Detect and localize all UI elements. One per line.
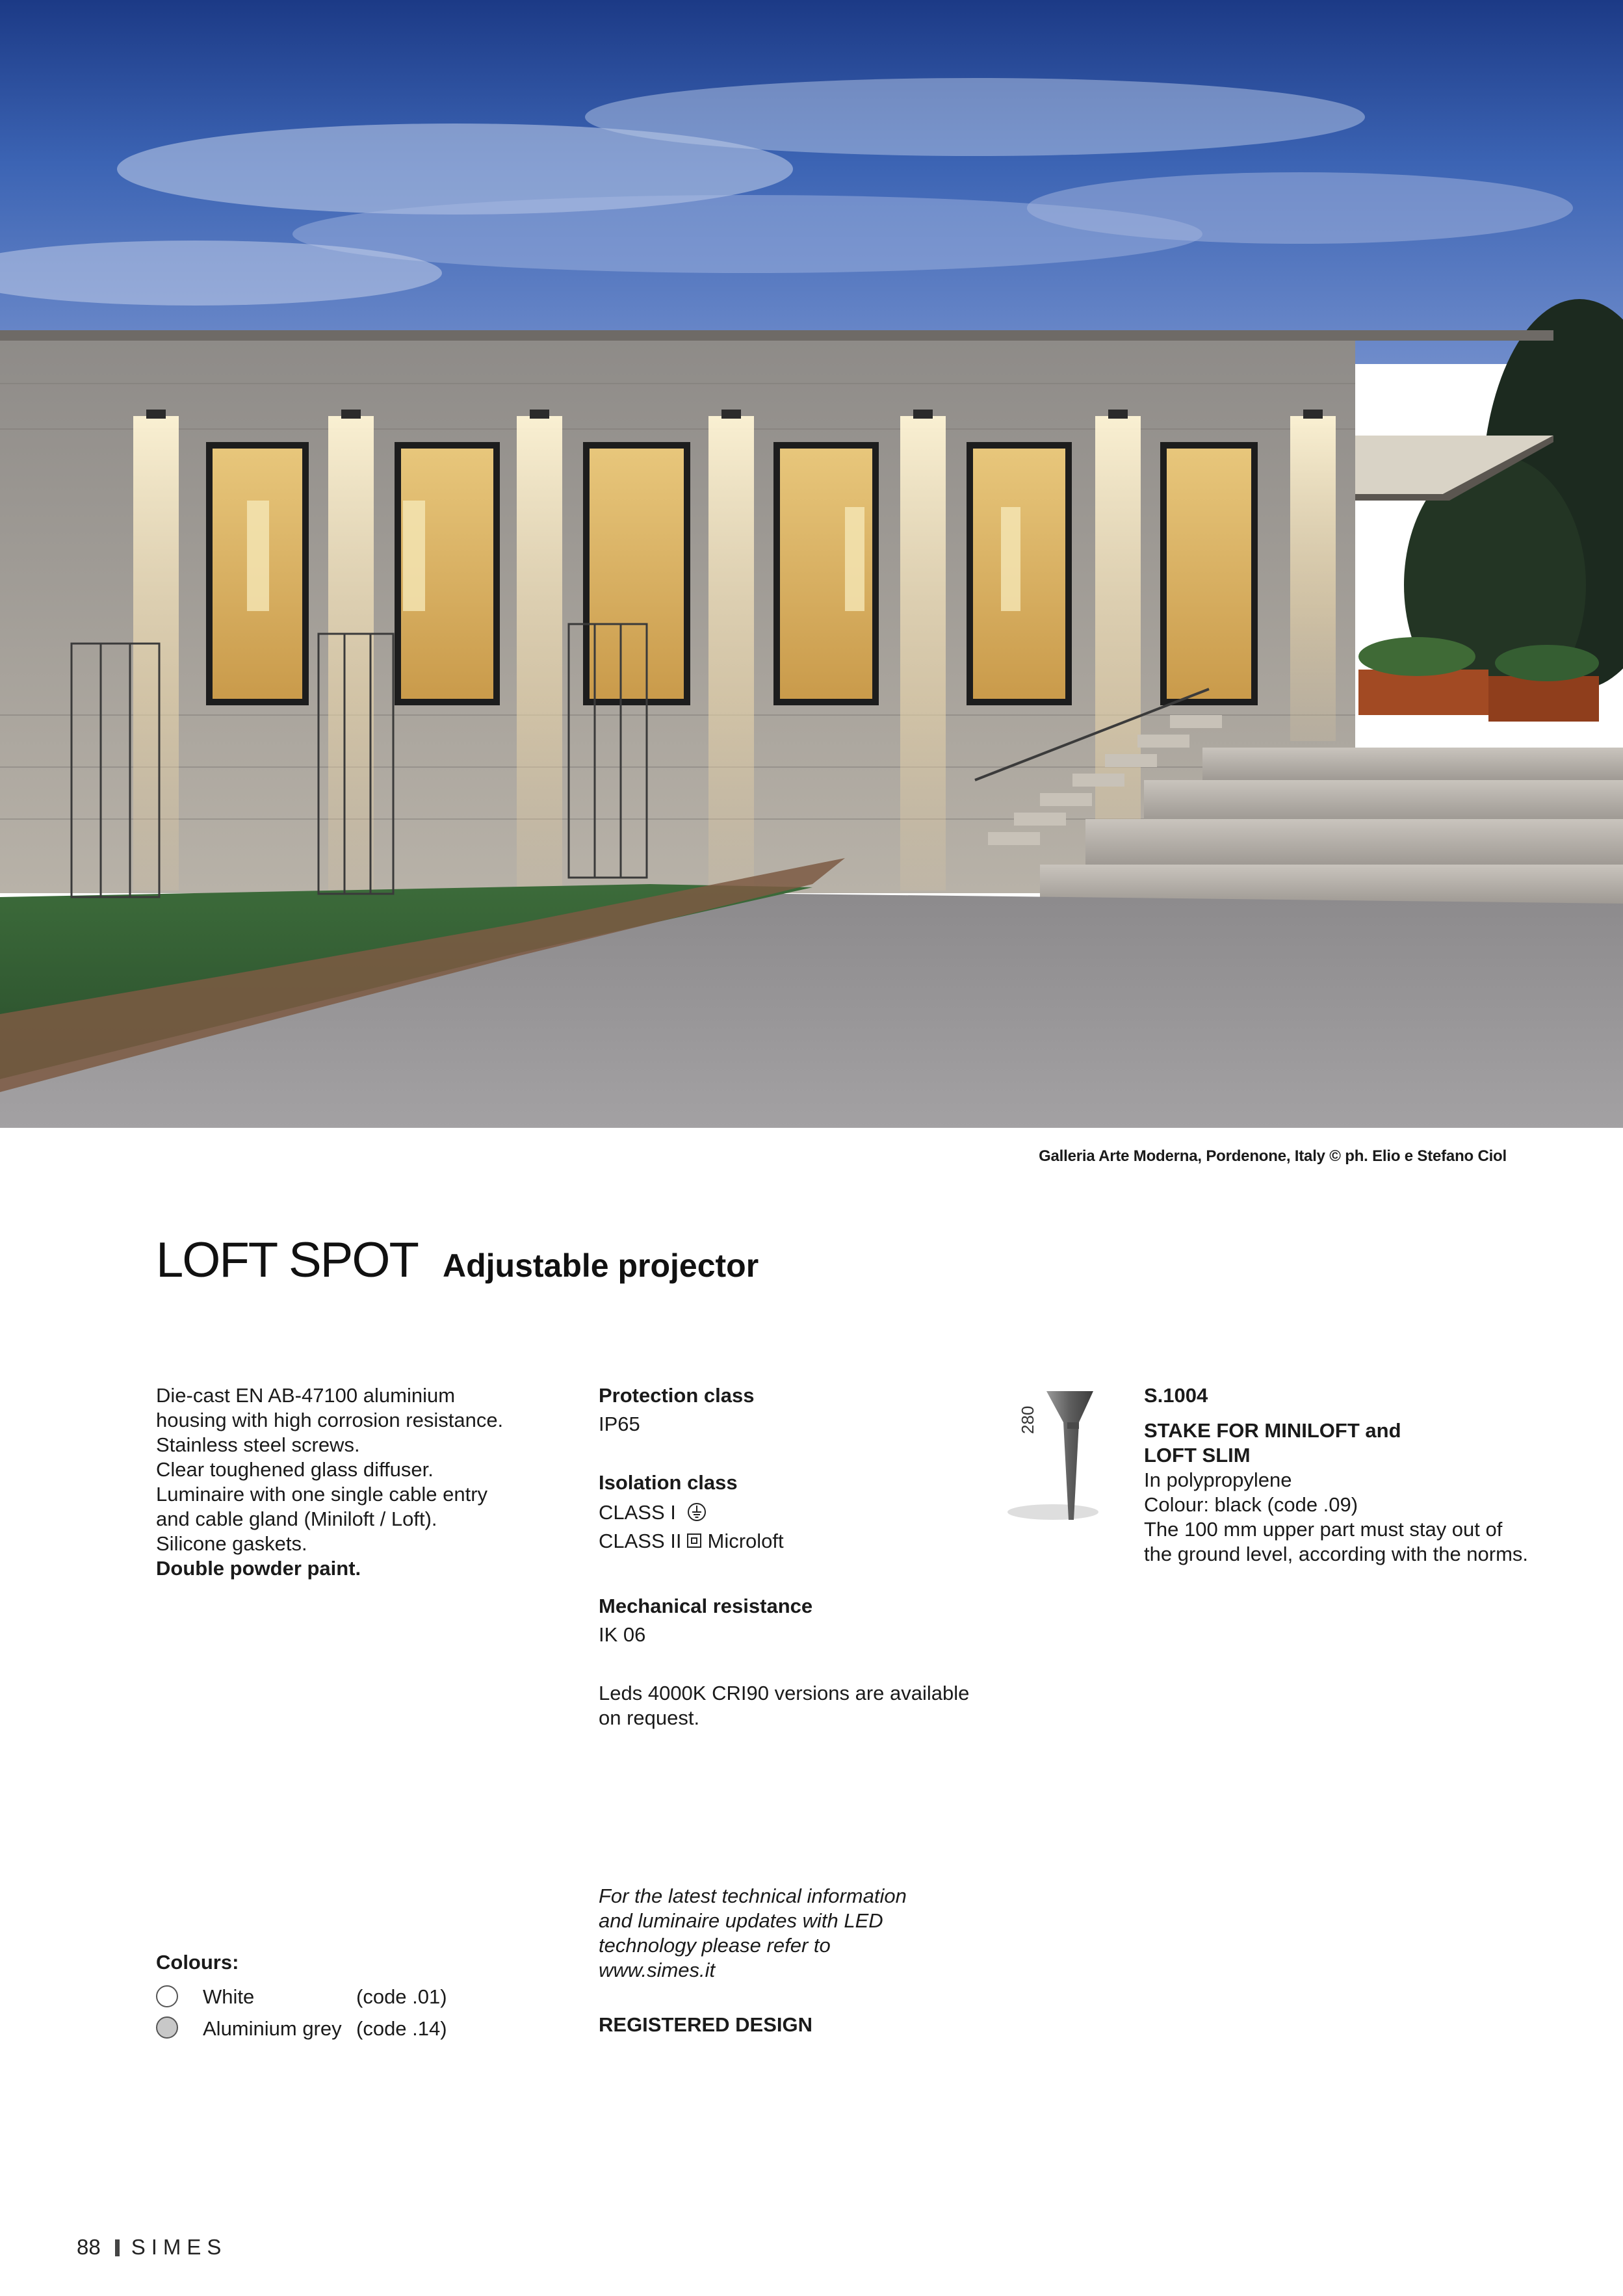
page-footer [77,2235,227,2260]
product-subtitle: Adjustable projector [443,1247,759,1284]
accessory-name-line: LOFT SLIM [1144,1444,1251,1467]
isolation-class-label: Isolation class [599,1471,738,1494]
accessory-code: S.1004 [1144,1384,1208,1407]
leds-note [599,1681,1002,1730]
isolation-class-2-text: CLASS II [599,1530,682,1552]
double-insulation-icon [687,1533,701,1548]
description-line: Die-cast EN AB-47100 aluminium [156,1384,456,1407]
description-line: Luminaire with one single cable entry [156,1483,488,1506]
footer-divider [115,2239,120,2256]
colour-name: Aluminium grey [203,2017,342,2040]
stake-drawing [988,1383,1105,1533]
leds-note-line: Leds 4000K CRI90 versions are available [599,1682,970,1704]
colour-name: White [203,1985,255,2008]
stake-dimension: 280 [1018,1405,1037,1434]
colour-code: (code .14) [356,2017,447,2040]
description-line: and cable gland (Miniloft / Loft). [156,1507,437,1530]
accessory-material: In polypropylene [1144,1468,1292,1491]
specs-column [599,1383,1002,1730]
description-line: housing with high corrosion resistance. [156,1409,504,1431]
earth-ground-icon [687,1502,707,1522]
photo-caption: Galleria Arte Moderna, Pordenone, Italy © ph. Elio e Stefano Ciol [1039,1147,1507,1165]
info-line: For the latest technical information [599,1885,907,1907]
leds-note-line: on request. [599,1706,700,1729]
registered-design: REGISTERED DESIGN [599,2013,812,2036]
colour-code: (code .01) [356,1985,447,2008]
isolation-class-1 [599,1500,1002,1525]
accessory-name-line: STAKE FOR MINILOFT and [1144,1419,1401,1442]
hero-photo [0,0,1623,1128]
info-link[interactable]: www.simes.it [599,1959,716,1981]
description-line: Silicone gaskets. [156,1532,307,1555]
protection-class-value: IP65 [599,1413,640,1435]
mechanical-resistance-value: IK 06 [599,1623,646,1646]
accessory-note-line: The 100 mm upper part must stay out of [1144,1518,1503,1541]
page-number: 88 [77,2235,101,2259]
description-line: Stainless steel screws. [156,1433,360,1456]
isolation-class-1-text: CLASS I [599,1501,676,1524]
accessory-note-line: the ground level, according with the norms. [1144,1543,1529,1565]
stake-icon [988,1383,1105,1533]
isolation-class-2-note: Microloft [707,1530,784,1552]
info-line: and luminaire updates with LED [599,1909,883,1932]
aluminium-grey-swatch [156,2016,178,2039]
protection-class-label: Protection class [599,1384,755,1407]
mechanical-resistance-label: Mechanical resistance [599,1595,813,1617]
description-line: Clear toughened glass diffuser. [156,1458,434,1481]
accessory-column [1144,1383,1547,1567]
product-description [156,1383,572,1581]
colours-title: Colours: [156,1951,239,1974]
accessory-colour: Colour: black (code .09) [1144,1493,1358,1516]
white-swatch [156,1985,178,2007]
info-line: technology please refer to [599,1934,831,1957]
brand-name: SIMES [131,2235,227,2259]
description-bold-line: Double powder paint. [156,1557,361,1580]
technical-info-note [599,1884,907,1983]
isolation-class-2 [599,1529,1002,1554]
product-title: LOFT SPOT [156,1233,418,1288]
